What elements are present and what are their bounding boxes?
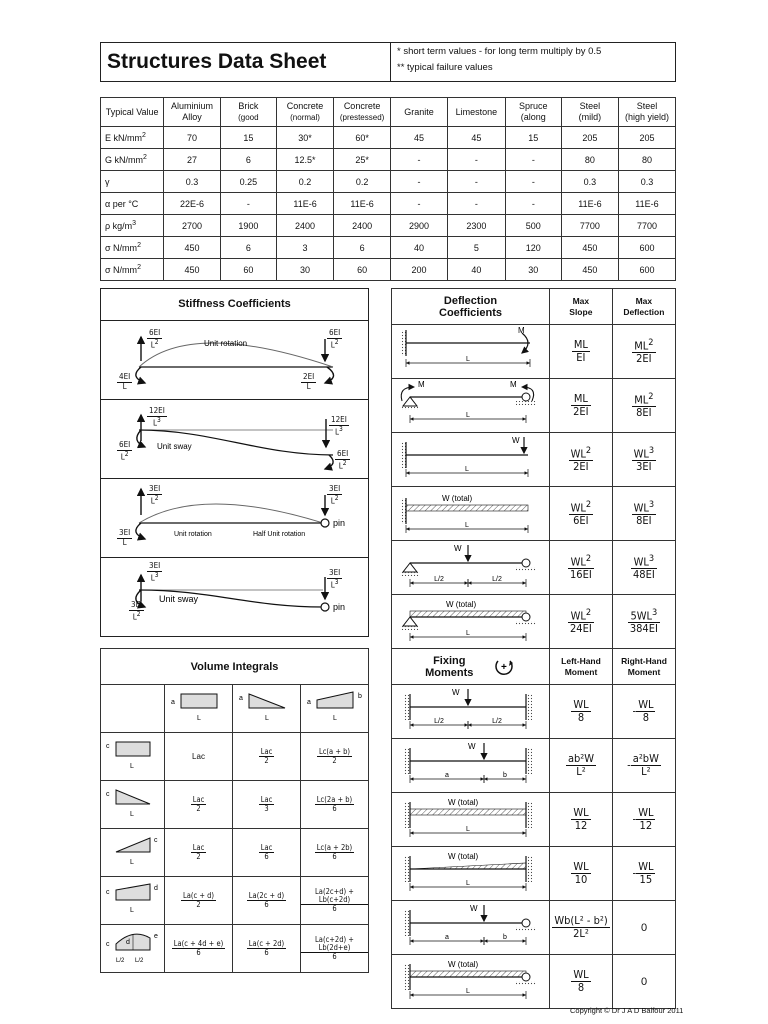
integral-value: $\frac{\text{Lac}}{2}$ xyxy=(165,829,233,877)
svg-text:L: L xyxy=(465,522,469,529)
shape-svg xyxy=(102,878,164,918)
table-row xyxy=(392,847,676,901)
shape-svg xyxy=(167,686,231,726)
property-value: 450 xyxy=(561,259,618,281)
property-value: 40 xyxy=(390,237,447,259)
property-value: 5 xyxy=(448,237,506,259)
table-row xyxy=(101,149,676,171)
svg-text:L/2: L/2 xyxy=(134,958,143,964)
right-hand-moment-value: 0 xyxy=(613,901,676,955)
table-row xyxy=(392,379,676,433)
pin-label: pin xyxy=(333,518,346,528)
integral-value: $\frac{La(c + 2d)}{6}$ xyxy=(233,925,301,973)
right-hand-moment-value: - $\frac{WL}{15}$ xyxy=(613,847,676,901)
property-value: 6 xyxy=(220,237,276,259)
max-deflection-value: $\frac{ML^2}{8EI}$ xyxy=(612,379,675,433)
property-value: 80 xyxy=(618,149,675,171)
svg-text:a: a xyxy=(306,699,311,706)
property-value: 450 xyxy=(164,237,221,259)
svg-text:M: M xyxy=(418,380,425,389)
volume-integrals-table xyxy=(100,648,369,973)
svg-text:L: L xyxy=(465,466,469,473)
right-hand-moment-value: - $\frac{\text{a²bW}}{\text{L²}}$ xyxy=(613,739,676,793)
column-header: Typical Value xyxy=(101,98,164,127)
svg-text:+: + xyxy=(500,661,507,673)
property-label: γ xyxy=(101,171,164,193)
beam-diagram-svg xyxy=(392,325,549,373)
fixing-moments-table xyxy=(391,648,676,1009)
beam-diagram-svg xyxy=(392,595,549,643)
table-row xyxy=(101,259,676,281)
shape-svg xyxy=(235,686,299,726)
svg-text:L/2: L/2 xyxy=(115,958,124,964)
column-header: Concrete (normal) xyxy=(276,98,333,127)
shape-svg xyxy=(303,686,367,726)
beam-diagram xyxy=(392,433,550,487)
integral-value: $\frac{\text{Lac}}{2}$ xyxy=(233,733,301,781)
table-row xyxy=(101,215,676,237)
max-deflection-value: $\frac{WL^3}{8EI}$ xyxy=(612,487,675,541)
beam-diagram xyxy=(392,847,550,901)
beam-diagram xyxy=(392,379,550,433)
property-value: 30 xyxy=(276,259,333,281)
note-short-term: * short term values - for long term multiply by 0.5 xyxy=(397,46,602,57)
svg-text:a: a xyxy=(445,772,449,779)
property-value: 0.2 xyxy=(334,171,391,193)
property-value: 3 xyxy=(276,237,333,259)
table-row xyxy=(392,541,676,595)
max-deflection-value: $\frac{ML^2}{2EI}$ xyxy=(612,325,675,379)
integral-value: $\frac{La(2c + d)}{6}$ xyxy=(233,877,301,925)
material-properties-table xyxy=(100,97,676,281)
property-value: - xyxy=(448,193,506,215)
svg-text:c: c xyxy=(105,743,109,750)
beam-diagram xyxy=(392,739,550,793)
table-row xyxy=(392,739,676,793)
max-deflection-value: $\frac{WL^3}{3EI}$ xyxy=(612,433,675,487)
volume-integrals-title: Volume Integrals xyxy=(101,649,369,685)
beam-diagram-svg xyxy=(392,379,549,427)
property-value: 2900 xyxy=(390,215,447,237)
property-value: 7700 xyxy=(618,215,675,237)
integral-value: $\frac{La(c + 4d + e)}{6}$ xyxy=(165,925,233,973)
left-hand-moment-value: $\frac{WL}{10}$ xyxy=(550,847,613,901)
property-label: ρ $kg/m^3$ xyxy=(101,215,164,237)
left-hand-moment-header: Left-Hand Moment xyxy=(550,649,613,685)
left-hand-moment-value: $\frac{\text{Wb(L² - b²)}}{\text{2L²}}$ xyxy=(550,901,613,955)
beam-diagram xyxy=(392,595,550,649)
max-slope-value: $\frac{ML}{2EI}$ xyxy=(550,379,613,433)
shape-diagram xyxy=(165,685,233,733)
svg-text:W (total): W (total) xyxy=(446,600,477,609)
column-header: Aluminium Alloy xyxy=(164,98,221,127)
svg-text:d: d xyxy=(125,939,130,946)
svg-text:L: L xyxy=(196,715,201,722)
svg-text:a: a xyxy=(238,695,243,702)
svg-text:L: L xyxy=(466,826,470,833)
table-row xyxy=(392,955,676,1009)
property-value: 200 xyxy=(390,259,447,281)
column-header: Spruce (along xyxy=(505,98,561,127)
column-header: Concrete (prestessed) xyxy=(334,98,391,127)
svg-text:a: a xyxy=(170,699,175,706)
table-row xyxy=(101,877,369,925)
beam-diagram-svg xyxy=(392,847,549,895)
beam-diagram xyxy=(392,487,550,541)
property-value: 500 xyxy=(505,215,561,237)
unit-sway-label: Unit sway xyxy=(157,442,192,451)
property-value: 22E-6 xyxy=(164,193,221,215)
svg-text:M: M xyxy=(518,326,525,335)
property-value: 2400 xyxy=(276,215,333,237)
property-value: 80 xyxy=(561,149,618,171)
property-value: 1900 xyxy=(220,215,276,237)
integral-value: $\frac{\text{Lac}}{2}$ xyxy=(165,781,233,829)
svg-text:L/2: L/2 xyxy=(492,576,502,583)
svg-text:L/2: L/2 xyxy=(492,718,502,725)
property-value: 450 xyxy=(561,237,618,259)
property-value: 7700 xyxy=(561,215,618,237)
beam-diagram-svg xyxy=(392,541,549,589)
unit-rotation-label: Unit rotation xyxy=(204,339,248,348)
table-row xyxy=(101,127,676,149)
property-value: 30* xyxy=(276,127,333,149)
beam-diagram-svg xyxy=(392,685,549,733)
left-hand-moment-value: $\frac{WL}{8}$ xyxy=(550,685,613,739)
integral-value: $\frac{La(2c+d) + Lb(c+2d)}{6}$ xyxy=(301,877,369,925)
table-row xyxy=(392,433,676,487)
property-value: - xyxy=(220,193,276,215)
empty-cell xyxy=(101,685,165,733)
property-value: - xyxy=(505,171,561,193)
property-value: 11E-6 xyxy=(334,193,391,215)
pin-label-2: pin xyxy=(333,602,346,612)
column-header: Granite xyxy=(390,98,447,127)
shape-diagram xyxy=(101,925,165,973)
property-value: 205 xyxy=(561,127,618,149)
property-value: 12.5* xyxy=(276,149,333,171)
beam-diagram-svg xyxy=(392,433,549,481)
table-row xyxy=(101,237,676,259)
deflection-coefficients-table xyxy=(391,288,676,649)
right-hand-moment-header: Right-Hand Moment xyxy=(613,649,676,685)
svg-text:e: e xyxy=(153,933,158,940)
property-value: 30 xyxy=(505,259,561,281)
beam-diagram-svg xyxy=(392,901,549,949)
stiffness-title: Stiffness Coefficients xyxy=(101,289,368,321)
table-row xyxy=(101,193,676,215)
property-value: - xyxy=(448,149,506,171)
svg-text:b: b xyxy=(503,934,507,941)
property-value: - xyxy=(448,171,506,193)
svg-text:L: L xyxy=(129,811,134,818)
property-label: G $kN/mm^2$ xyxy=(101,149,164,171)
shape-svg xyxy=(102,926,164,966)
property-value: 0.25 xyxy=(220,171,276,193)
table-row xyxy=(392,793,676,847)
max-slope-value: $\frac{WL^2}{16EI}$ xyxy=(550,541,613,595)
copyright-text: Copyright © Dr J A D Balfour 2011 xyxy=(570,1006,684,1015)
integral-value: $\frac{\text{Lac}}{6}$ xyxy=(233,829,301,877)
table-row xyxy=(101,829,369,877)
property-value: 600 xyxy=(618,237,675,259)
svg-text:W: W xyxy=(454,544,462,553)
svg-text:L: L xyxy=(466,356,470,363)
property-value: 25* xyxy=(334,149,391,171)
shape-diagram xyxy=(233,685,301,733)
svg-text:L/2: L/2 xyxy=(434,576,444,583)
max-deflection-header: Max Deflection xyxy=(612,289,675,325)
property-value: 15 xyxy=(505,127,561,149)
svg-text:a: a xyxy=(445,934,449,941)
max-slope-value: $\frac{WL^2}{2EI}$ xyxy=(550,433,613,487)
shape-header-row xyxy=(101,685,369,733)
max-deflection-value: $\frac{5WL^3}{384EI}$ xyxy=(612,595,675,649)
svg-text:W (total): W (total) xyxy=(448,960,479,969)
unit-rotation-label-2: Unit rotation xyxy=(174,531,212,538)
deflection-title: Deflection Coefficients xyxy=(392,289,550,325)
property-label: E $kN/mm^2$ xyxy=(101,127,164,149)
svg-text:L: L xyxy=(332,715,337,722)
max-slope-header: Max Slope xyxy=(550,289,613,325)
fixing-moments-title: Fixing Moments + xyxy=(392,649,550,685)
beam-diagram xyxy=(392,685,550,739)
left-hand-moment-value: $\frac{\text{ab²W}}{\text{L²}}$ xyxy=(550,739,613,793)
beam-diagram xyxy=(392,955,550,1009)
max-slope-value: $\frac{WL^2}{24EI}$ xyxy=(550,595,613,649)
svg-text:L: L xyxy=(466,630,470,637)
table-row xyxy=(392,685,676,739)
max-deflection-value: $\frac{WL^3}{48EI}$ xyxy=(612,541,675,595)
svg-text:M: M xyxy=(510,380,517,389)
svg-text:W (total): W (total) xyxy=(448,798,479,807)
integral-value: Lac xyxy=(165,733,233,781)
svg-text:W: W xyxy=(512,436,520,445)
column-header: Limestone xyxy=(448,98,506,127)
svg-text:b: b xyxy=(503,772,507,779)
svg-text:W: W xyxy=(468,742,476,751)
right-hand-moment-value: 0 xyxy=(613,955,676,1009)
table-row xyxy=(101,925,369,973)
right-hand-moment-value: - $\frac{WL}{8}$ xyxy=(613,685,676,739)
shape-svg xyxy=(102,830,164,870)
shape-svg xyxy=(102,782,164,822)
property-value: 60* xyxy=(334,127,391,149)
left-hand-moment-value: $\frac{WL}{12}$ xyxy=(550,793,613,847)
column-header: Brick (good xyxy=(220,98,276,127)
svg-text:L: L xyxy=(264,715,269,722)
svg-text:W (total): W (total) xyxy=(442,494,473,503)
left-hand-moment-value: $\frac{WL}{8}$ xyxy=(550,955,613,1009)
property-value: 2300 xyxy=(448,215,506,237)
table-row xyxy=(392,901,676,955)
beam-diagram xyxy=(392,793,550,847)
property-value: - xyxy=(390,149,447,171)
stiffness-coefficients-panel: Stiffness Coefficients Unit rotation Unit sway Unit rotation Half Unit rotation pin Unit sway pin $\frac{6EI}{L^2}$ $\frac{6EI}{L^2}$ $\frac{4EI}{L}$ $\frac{2EI}{L}$ $\frac{12EI}{L^3}$ $\frac{12EI}{L^3}$ $\frac{6EI}{L^2}$ $\frac{6EI}{L^2}$ $\frac{3EI}{L^2}$ $\frac{3EI}{L^2}$ $\frac{3EI}{L}$ $\frac{3EI}{L^3}$ $\frac{3EI}{L^3}$ $\frac{3EI}{L^2}$ xyxy=(100,288,369,637)
property-value: 15 xyxy=(220,127,276,149)
property-label: σ $N/mm^2$ xyxy=(101,259,164,281)
max-slope-value: $\frac{WL^2}{6EI}$ xyxy=(550,487,613,541)
svg-text:d: d xyxy=(153,885,158,892)
beam-diagram xyxy=(392,901,550,955)
page-title: Structures Data Sheet xyxy=(101,43,391,81)
column-header: Steel (high yield) xyxy=(618,98,675,127)
property-value: 11E-6 xyxy=(561,193,618,215)
table-header-row xyxy=(101,98,676,127)
svg-text:W: W xyxy=(452,688,460,697)
integral-value: $\frac{La(c+2d) + Lb(2d+e)}{6}$ xyxy=(301,925,369,973)
unit-sway-label-2: Unit sway xyxy=(159,594,199,604)
table-row xyxy=(101,781,369,829)
shape-diagram xyxy=(101,877,165,925)
property-value: 0.3 xyxy=(618,171,675,193)
table-row xyxy=(392,487,676,541)
property-value: 120 xyxy=(505,237,561,259)
property-value: 11E-6 xyxy=(276,193,333,215)
property-value: 11E-6 xyxy=(618,193,675,215)
property-value: 27 xyxy=(164,149,221,171)
note-failure: ** typical failure values xyxy=(397,62,493,73)
integral-value: $\frac{Lc(a + b)}{2}$ xyxy=(301,733,369,781)
property-value: 60 xyxy=(334,259,391,281)
sign-convention-icon xyxy=(492,655,516,679)
column-header: Steel (mild) xyxy=(561,98,618,127)
beam-diagram xyxy=(392,541,550,595)
property-value: - xyxy=(505,193,561,215)
property-value: 450 xyxy=(164,259,221,281)
property-label: α per °C xyxy=(101,193,164,215)
table-row xyxy=(392,595,676,649)
beam-diagram-svg xyxy=(392,793,549,841)
property-value: 6 xyxy=(220,149,276,171)
max-slope-value: $\frac{ML}{EI}$ xyxy=(550,325,613,379)
property-value: - xyxy=(505,149,561,171)
property-value: 205 xyxy=(618,127,675,149)
beam-diagram-svg xyxy=(392,739,549,787)
svg-text:L: L xyxy=(466,412,470,419)
beam-diagram-svg xyxy=(392,487,549,535)
property-value: 600 xyxy=(618,259,675,281)
shape-diagram xyxy=(101,829,165,877)
integral-value: $\frac{\text{Lac}}{3}$ xyxy=(233,781,301,829)
svg-text:L/2: L/2 xyxy=(434,718,444,725)
table-row xyxy=(101,171,676,193)
integral-value: $\frac{La(c + d)}{2}$ xyxy=(165,877,233,925)
table-row xyxy=(101,733,369,781)
right-hand-moment-value: - $\frac{WL}{12}$ xyxy=(613,793,676,847)
shape-diagram xyxy=(101,781,165,829)
property-label: σ $N/mm^2$ xyxy=(101,237,164,259)
property-value: 70 xyxy=(164,127,221,149)
half-unit-rotation-label: Half Unit rotation xyxy=(253,531,306,538)
svg-text:c: c xyxy=(105,941,109,948)
property-value: - xyxy=(390,193,447,215)
table-row xyxy=(392,325,676,379)
property-value: 0.3 xyxy=(561,171,618,193)
svg-text:L: L xyxy=(129,859,134,866)
svg-text:c: c xyxy=(105,791,109,798)
title-box xyxy=(100,42,676,82)
property-value: 0.3 xyxy=(164,171,221,193)
integral-value: $\frac{Lc(a + 2b)}{6}$ xyxy=(301,829,369,877)
property-value: 60 xyxy=(220,259,276,281)
svg-text:c: c xyxy=(153,837,157,844)
svg-text:L: L xyxy=(466,988,470,995)
svg-text:b: b xyxy=(357,693,362,700)
svg-text:L: L xyxy=(129,763,134,770)
property-value: - xyxy=(390,171,447,193)
shape-diagram xyxy=(101,733,165,781)
property-value: 40 xyxy=(448,259,506,281)
shape-diagram xyxy=(301,685,369,733)
svg-text:W: W xyxy=(470,904,478,913)
beam-diagram xyxy=(392,325,550,379)
shape-svg xyxy=(102,734,164,774)
property-value: 6 xyxy=(334,237,391,259)
svg-text:c: c xyxy=(105,889,109,896)
svg-text:L: L xyxy=(466,880,470,887)
property-value: 45 xyxy=(390,127,447,149)
svg-text:L: L xyxy=(129,907,134,914)
integral-value: $\frac{Lc(2a + b)}{6}$ xyxy=(301,781,369,829)
svg-text:W (total): W (total) xyxy=(448,852,479,861)
property-value: 2400 xyxy=(334,215,391,237)
beam-diagram-svg xyxy=(392,955,549,1003)
property-value: 2700 xyxy=(164,215,221,237)
property-value: 0.2 xyxy=(276,171,333,193)
property-value: 45 xyxy=(448,127,506,149)
